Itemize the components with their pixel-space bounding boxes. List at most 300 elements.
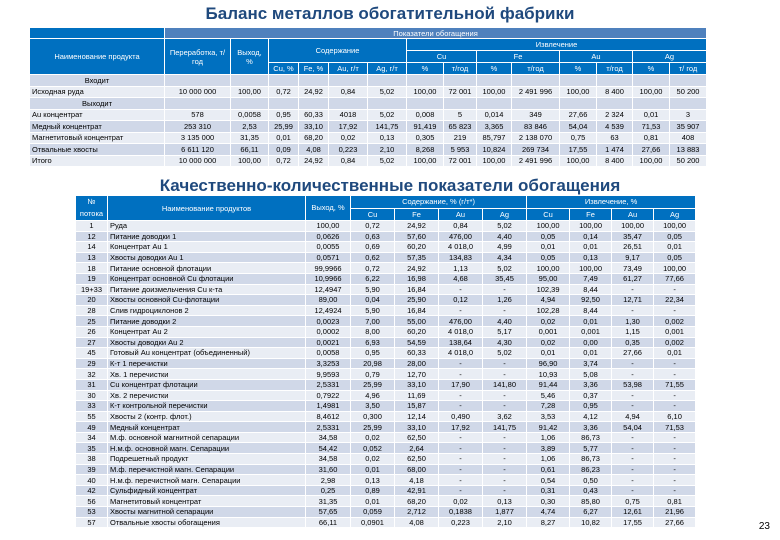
value-cell: 3,50 (351, 401, 395, 412)
value-cell: - (654, 358, 696, 369)
value-cell: - (483, 284, 527, 295)
product-name: Хвосты 2 (контр. флот.) (108, 411, 306, 422)
value-cell: 72 001 (444, 155, 477, 167)
value-cell: 0,02 (351, 432, 395, 443)
table-row (76, 443, 696, 454)
value-cell: 4,34 (483, 252, 527, 263)
value-cell: 4,94 (612, 411, 654, 422)
value-cell: 100,00 (612, 221, 654, 232)
value-cell: 3,36 (570, 379, 612, 390)
value-cell: 0,490 (439, 411, 483, 422)
value-cell: 100,00 (527, 263, 570, 274)
value-cell: 2 138 070 (512, 132, 560, 144)
value-cell: 0,01 (351, 464, 395, 475)
value-cell: 22,34 (654, 295, 696, 306)
value-cell: 71,55 (654, 379, 696, 390)
value-cell: 10,93 (527, 369, 570, 380)
value-cell: - (612, 284, 654, 295)
empty-cell (368, 75, 407, 87)
quality-header-content: Содержание, % (г/т*) (351, 196, 527, 209)
empty-cell (670, 75, 707, 87)
value-cell: 0,84 (329, 86, 368, 98)
product-name: Хв. 2 перечистки (108, 390, 306, 401)
empty-cell (633, 75, 670, 87)
product-name: Хвосты доводки Au 2 (108, 337, 306, 348)
value-cell: 1,06 (527, 432, 570, 443)
value-cell: 141,75 (368, 121, 407, 133)
value-cell: 89,00 (306, 295, 351, 306)
value-cell: 0,72 (269, 155, 299, 167)
stream-number: 27 (76, 337, 108, 348)
value-cell: 10,82 (570, 517, 612, 528)
balance-group-header: Показатели обогащения (165, 28, 707, 39)
value-cell: - (612, 464, 654, 475)
quality-title: Качественно-количественные показатели обогащения (159, 176, 621, 195)
value-cell: 3,74 (570, 358, 612, 369)
stream-number: 25 (76, 316, 108, 327)
value-cell: 1,30 (612, 316, 654, 327)
stream-number: 19 (76, 273, 108, 284)
product-name: Н.м.ф. основной магн. Сепарации (108, 443, 306, 454)
value-cell: 15,87 (395, 401, 439, 412)
balance-header-content-col: Cu, % (269, 63, 299, 75)
value-cell: - (439, 358, 483, 369)
quality-header-num: № потока (76, 196, 108, 221)
value-cell: - (612, 305, 654, 316)
value-cell: 4,30 (483, 337, 527, 348)
value-cell: 100,00 (231, 86, 269, 98)
value-cell: 2,98 (306, 475, 351, 486)
value-cell: 141,80 (483, 379, 527, 390)
balance-header-sub: т/ год (670, 63, 707, 75)
value-cell: - (439, 454, 483, 465)
value-cell: 53,98 (612, 379, 654, 390)
value-cell: 92,50 (570, 295, 612, 306)
value-cell: - (483, 390, 527, 401)
balance-header-metal: Au (560, 51, 633, 63)
value-cell: 2,64 (395, 443, 439, 454)
value-cell: 6,93 (351, 337, 395, 348)
value-cell: 408 (670, 132, 707, 144)
balance-header-metal: Cu (407, 51, 477, 63)
value-cell: 0,95 (269, 109, 299, 121)
table-row (76, 295, 696, 306)
value-cell: 4,40 (483, 231, 527, 242)
stream-number: 45 (76, 348, 108, 359)
empty-cell (407, 98, 444, 110)
value-cell: 100,00 (560, 86, 597, 98)
value-cell: 100,00 (407, 155, 444, 167)
balance-header-metal: Fe (477, 51, 560, 63)
value-cell: 11,69 (395, 390, 439, 401)
value-cell: 100,00 (407, 86, 444, 98)
table-row (76, 369, 696, 380)
balance-header-content: Содержание (269, 39, 407, 63)
table-row (30, 132, 707, 144)
value-cell: 100,00 (560, 155, 597, 167)
value-cell: 0,223 (439, 517, 483, 528)
value-cell: 4,08 (299, 144, 329, 156)
value-cell: 8,44 (570, 284, 612, 295)
value-cell: 0,1838 (439, 507, 483, 518)
product-name: Концентрат основной Cu флотации (108, 273, 306, 284)
product-name: Слив гидроциклонов 2 (108, 305, 306, 316)
value-cell: 0,05 (527, 231, 570, 242)
value-cell: 20,98 (351, 358, 395, 369)
table-row (76, 390, 696, 401)
value-cell: 0,0021 (306, 337, 351, 348)
table-row (30, 155, 707, 167)
balance-header-metal: Ag (633, 51, 707, 63)
value-cell: 0,059 (351, 507, 395, 518)
empty-cell (512, 98, 560, 110)
value-cell: - (612, 390, 654, 401)
product-name: Концентрат Au 1 (108, 242, 306, 253)
stream-number: 57 (76, 517, 108, 528)
product-name: Магнетитовый концентрат (30, 132, 165, 144)
product-name: Отвальные хвосты (30, 144, 165, 156)
value-cell: 100,00 (527, 221, 570, 232)
value-cell: 17,92 (329, 121, 368, 133)
table-row (76, 422, 696, 433)
value-cell: 3,62 (483, 411, 527, 422)
product-name: Питание доизмельчения Cu к-та (108, 284, 306, 295)
value-cell: 66,11 (306, 517, 351, 528)
value-cell: 2 324 (597, 109, 633, 121)
value-cell: 5,08 (570, 369, 612, 380)
value-cell: 1,13 (439, 263, 483, 274)
value-cell: 0,89 (351, 485, 395, 496)
value-cell: 100,00 (306, 221, 351, 232)
value-cell: 96,90 (527, 358, 570, 369)
value-cell: 0,61 (527, 464, 570, 475)
value-cell: 71,53 (654, 422, 696, 433)
value-cell: 12,4947 (306, 284, 351, 295)
stream-number: 13 (76, 252, 108, 263)
value-cell: 0,0002 (306, 326, 351, 337)
product-name: Сульфидный концентрат (108, 485, 306, 496)
value-cell: 24,92 (395, 221, 439, 232)
value-cell: 8,27 (527, 517, 570, 528)
product-name: Выходит (30, 98, 165, 110)
stream-number: 56 (76, 496, 108, 507)
value-cell: - (439, 443, 483, 454)
stream-number: 29 (76, 358, 108, 369)
empty-cell (299, 75, 329, 87)
value-cell: 13 883 (670, 144, 707, 156)
value-cell: 0,54 (527, 475, 570, 486)
quality-table-body (76, 221, 696, 528)
product-name: Медный концентрат (30, 121, 165, 133)
value-cell: 5,77 (570, 443, 612, 454)
value-cell: 5,02 (483, 348, 527, 359)
value-cell: 3,89 (527, 443, 570, 454)
value-cell: 4,18 (395, 475, 439, 486)
quality-header-metal: Au (612, 208, 654, 221)
table-row (76, 305, 696, 316)
value-cell: 54,04 (612, 422, 654, 433)
value-cell: 349 (512, 109, 560, 121)
value-cell: 5 953 (444, 144, 477, 156)
value-cell: 33,10 (299, 121, 329, 133)
value-cell: - (439, 485, 483, 496)
table-row (76, 263, 696, 274)
value-cell: 5,46 (527, 390, 570, 401)
table-row (76, 411, 696, 422)
empty-cell (597, 98, 633, 110)
value-cell: - (654, 305, 696, 316)
value-cell: 0,72 (351, 221, 395, 232)
value-cell: 2,712 (395, 507, 439, 518)
value-cell: - (612, 358, 654, 369)
value-cell: 0,002 (654, 337, 696, 348)
value-cell: 95,00 (527, 273, 570, 284)
empty-cell (231, 98, 269, 110)
value-cell: - (483, 358, 527, 369)
value-cell: - (612, 432, 654, 443)
product-name: Хвосты доводки Au 1 (108, 252, 306, 263)
quality-header-yield: Выход, % (306, 196, 351, 221)
value-cell: - (439, 390, 483, 401)
value-cell: 8,44 (570, 305, 612, 316)
empty-cell (597, 75, 633, 87)
stream-number: 53 (76, 507, 108, 518)
value-cell: 0,0571 (306, 252, 351, 263)
value-cell: - (439, 432, 483, 443)
value-cell: 5,90 (351, 284, 395, 295)
value-cell: 60,33 (395, 348, 439, 359)
value-cell: 2,5331 (306, 422, 351, 433)
product-name: Концентрат Au 2 (108, 326, 306, 337)
value-cell: 0,31 (527, 485, 570, 496)
value-cell: 4018 (329, 109, 368, 121)
value-cell: 0,02 (351, 454, 395, 465)
value-cell: 100,00 (231, 155, 269, 167)
value-cell: 6,10 (654, 411, 696, 422)
value-cell: - (483, 305, 527, 316)
value-cell: 85,797 (477, 132, 512, 144)
value-cell: 66,11 (231, 144, 269, 156)
value-cell: - (439, 464, 483, 475)
stream-number: 40 (76, 475, 108, 486)
value-cell: 100,00 (633, 155, 670, 167)
value-cell: - (654, 454, 696, 465)
empty-cell (231, 75, 269, 87)
empty-cell (329, 98, 368, 110)
value-cell: 25,99 (351, 422, 395, 433)
value-cell: 16,84 (395, 284, 439, 295)
table-row (76, 316, 696, 327)
value-cell: 57,35 (395, 252, 439, 263)
value-cell: 0,95 (351, 348, 395, 359)
stream-number: 31 (76, 379, 108, 390)
value-cell: 12,71 (612, 295, 654, 306)
table-row (76, 454, 696, 465)
value-cell: 91,42 (527, 422, 570, 433)
balance-table (29, 27, 707, 167)
value-cell: 5,02 (368, 86, 407, 98)
value-cell: - (483, 401, 527, 412)
table-row (76, 231, 696, 242)
stream-number: 39 (76, 464, 108, 475)
empty-cell (444, 75, 477, 87)
value-cell: 2 491 996 (512, 86, 560, 98)
value-cell: 54,04 (560, 121, 597, 133)
value-cell: 33,10 (395, 379, 439, 390)
product-name: Итого (30, 155, 165, 167)
value-cell: 0,02 (329, 132, 368, 144)
value-cell: 6,27 (570, 507, 612, 518)
stream-number: 34 (76, 432, 108, 443)
value-cell: 0,12 (439, 295, 483, 306)
value-cell: 9,17 (612, 252, 654, 263)
value-cell: 0,001 (570, 326, 612, 337)
value-cell: 0,84 (329, 155, 368, 167)
quality-header-metal: Ag (654, 208, 696, 221)
quality-header-metal: Ag (483, 208, 527, 221)
value-cell: 5,02 (483, 221, 527, 232)
value-cell: 578 (165, 109, 231, 121)
table-row (76, 517, 696, 528)
value-cell: 0,001 (527, 326, 570, 337)
value-cell: - (483, 454, 527, 465)
product-name: Хв. 1 перечистки (108, 369, 306, 380)
value-cell: 0,01 (570, 348, 612, 359)
value-cell: - (483, 475, 527, 486)
table-row (76, 284, 696, 295)
value-cell: 4,74 (527, 507, 570, 518)
value-cell: 0,69 (351, 242, 395, 253)
value-cell: 83 846 (512, 121, 560, 133)
value-cell: 12,70 (395, 369, 439, 380)
value-cell: 0,014 (477, 109, 512, 121)
table-row (76, 326, 696, 337)
value-cell: 0,75 (560, 132, 597, 144)
table-row (76, 221, 696, 232)
value-cell: 2,5331 (306, 379, 351, 390)
value-cell: 6,22 (351, 273, 395, 284)
value-cell: 17,55 (560, 144, 597, 156)
value-cell: 141,75 (483, 422, 527, 433)
value-cell: 8,00 (351, 326, 395, 337)
value-cell: 0,001 (654, 326, 696, 337)
table-row (76, 401, 696, 412)
value-cell: 0,7922 (306, 390, 351, 401)
page-number: 23 (758, 521, 770, 532)
value-cell: 0,00 (570, 337, 612, 348)
stream-number: 35 (76, 443, 108, 454)
stream-number: 38 (76, 454, 108, 465)
value-cell: - (654, 432, 696, 443)
value-cell: 6 611 120 (165, 144, 231, 156)
value-cell: 5,90 (351, 305, 395, 316)
value-cell: - (439, 475, 483, 486)
product-name: Хвосты основной Cu-флотации (108, 295, 306, 306)
table-row (76, 379, 696, 390)
value-cell: 100,00 (477, 155, 512, 167)
value-cell: 4,94 (527, 295, 570, 306)
value-cell: 0,25 (306, 485, 351, 496)
product-name: Входит (30, 75, 165, 87)
value-cell: 34,58 (306, 454, 351, 465)
value-cell: 54,42 (306, 443, 351, 454)
value-cell: 0,81 (633, 132, 670, 144)
balance-header-yield: Выход, % (231, 39, 269, 75)
value-cell: 0,05 (654, 231, 696, 242)
table-row (76, 252, 696, 263)
balance-header-sub: % (633, 63, 670, 75)
value-cell: 0,02 (527, 337, 570, 348)
value-cell: 0,01 (351, 496, 395, 507)
balance-header-processing: Переработка, т/год (165, 39, 231, 75)
value-cell: 4,96 (351, 390, 395, 401)
value-cell: 3,365 (477, 121, 512, 133)
value-cell: 0,13 (368, 132, 407, 144)
value-cell: 42,91 (395, 485, 439, 496)
empty-cell (512, 75, 560, 87)
value-cell: 0,01 (269, 132, 299, 144)
value-cell: 0,37 (570, 390, 612, 401)
empty-cell (269, 75, 299, 87)
empty-cell (165, 75, 231, 87)
value-cell: 0,01 (654, 348, 696, 359)
balance-table-body (30, 75, 707, 167)
balance-header-sub: т/год (512, 63, 560, 75)
stream-number: 18 (76, 263, 108, 274)
value-cell: 2 491 996 (512, 155, 560, 167)
stream-number: 12 (76, 231, 108, 242)
balance-header-name: Наименование продукта (30, 39, 165, 75)
product-name: Отвальные хвосты обогащения (108, 517, 306, 528)
value-cell: - (612, 454, 654, 465)
value-cell: 86,73 (570, 432, 612, 443)
value-cell: 5,02 (368, 155, 407, 167)
value-cell: 0,30 (527, 496, 570, 507)
value-cell: 57,65 (306, 507, 351, 518)
value-cell: 0,35 (612, 337, 654, 348)
balance-header-blank (30, 28, 165, 39)
value-cell: 2,10 (483, 517, 527, 528)
value-cell: - (612, 485, 654, 496)
value-cell: 10,9966 (306, 273, 351, 284)
value-cell: 4 018,0 (439, 326, 483, 337)
value-cell: 71,53 (633, 121, 670, 133)
table-row (76, 273, 696, 284)
quality-header-metal: Cu (351, 208, 395, 221)
value-cell: 57,60 (395, 231, 439, 242)
value-cell: 0,95 (570, 401, 612, 412)
value-cell: 0,0626 (306, 231, 351, 242)
value-cell: 1,877 (483, 507, 527, 518)
value-cell: 65 823 (444, 121, 477, 133)
value-cell: 0,75 (612, 496, 654, 507)
stream-number: 26 (76, 326, 108, 337)
value-cell: 4,68 (439, 273, 483, 284)
empty-cell (560, 98, 597, 110)
value-cell: 0,01 (654, 242, 696, 253)
value-cell: 0,0055 (306, 242, 351, 253)
value-cell: - (612, 401, 654, 412)
value-cell: - (612, 369, 654, 380)
value-cell: 0,008 (407, 109, 444, 121)
value-cell: - (654, 401, 696, 412)
value-cell: 0,63 (351, 231, 395, 242)
balance-header-content-col: Au, г/т (329, 63, 368, 75)
table-row (30, 121, 707, 133)
value-cell: - (654, 485, 696, 496)
value-cell: 24,92 (299, 155, 329, 167)
quality-header-name: Наименование продуктов (108, 196, 306, 221)
